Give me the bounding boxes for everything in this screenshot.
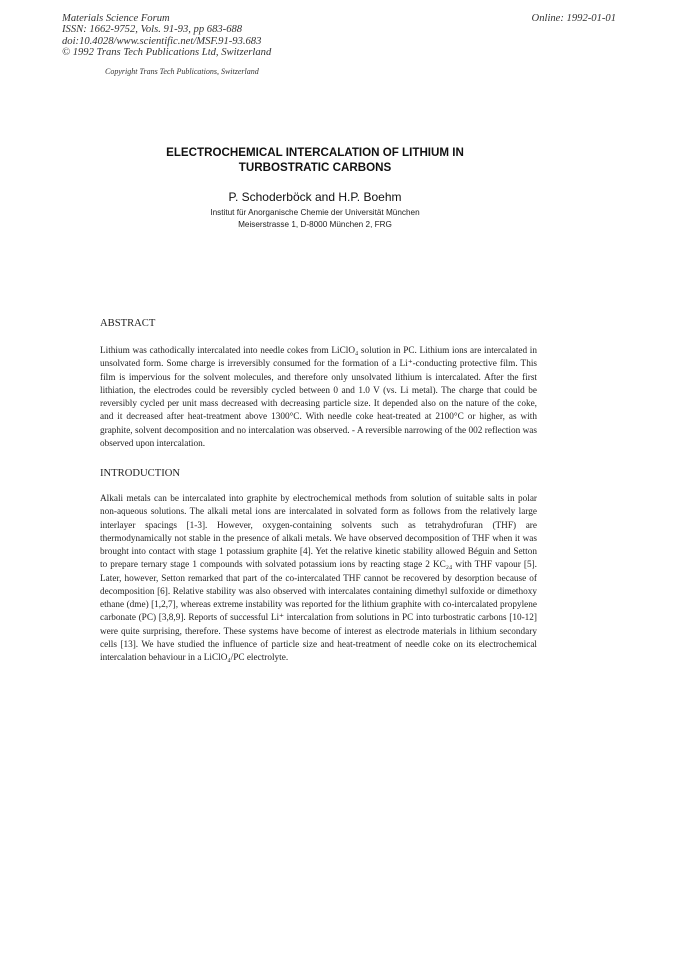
- affiliation-line-1: Institut für Anorganische Chemie der Universität München: [210, 208, 420, 217]
- affiliation-line-2: Meiserstrasse 1, D-8000 München 2, FRG: [238, 219, 392, 229]
- journal-header: [62, 13, 271, 59]
- abstract-heading: ABSTRACT: [100, 318, 156, 329]
- title-line-1: ELECTROCHEMICAL INTERCALATION OF LITHIUM IN: [166, 146, 464, 159]
- journal-name: Materials Science Forum: [62, 13, 170, 24]
- issn-line: ISSN: 1662-9752, Vols. 91-93, pp 683-688: [62, 24, 243, 36]
- article-title: [100, 146, 530, 175]
- title-line-2: TURBOSTRATIC CARBONS: [238, 160, 392, 174]
- abstract-text: Lithium was cathodically intercalated into needle cokes from LiClO₄ solution in PC. Lithium ions are intercalated in unsolvated form. Some charge is irreversibly consumed for the formation of a Li⁺-conducting protective film. This film is impervious for the solvent molecules, and therefore only unsolvated lithium is intercalated. After the first lithiation, the electrodes could be reversibly cycled between 0 and 1.0 V (vs. Li metal). The charge that could be reversibly cycled per unit mass decreased with decreasing particle size. It depended also on the nature of the coke, and it decreased after heat-treatment above 1300°C. With needle coke heat-treated at 2100°C or higher, as with graphite, solvent decomposition and no intercalation was observed. - A reversible narrowing of the 002 reflection was observed upon intercalation.: [100, 346, 537, 449]
- copyright-notice: Copyright Trans Tech Publications, Switzerland: [105, 67, 259, 76]
- online-date: Online: 1992-01-01: [531, 13, 616, 24]
- introduction-text: Alkali metals can be intercalated into graphite by electrochemical methods from solution of suitable salts in polar non-aqueous solutions. The alkali metal ions are intercalated in solvated form as follows from the relatively large interlayer spacings [1-3]. However, oxygen-containing solvents such as tetrahydrofuran (THF) are thermodynamically not stable in the presence of alkali metals. We have observed decomposition of THF when it was brought into contact with stage 1 potassium graphite [4]. Yet the relative kinetic stability allowed Béguin and Setton to prepare ternary stage 1 compounds with solvated potassium ions by reacting stage 2 KC₂₄ with THF vapour [5]. Later, however, Setton remarked that part of the co-intercalated THF cannot be recovered by desorption because of decomposition [6]. Relative stability was also observed with intercalates containing dimethyl sulfoxide or dimethoxy ethane (dme) [1,2,7], whereas extreme instability was reported for the lithium graphite with co-intercalated propylene carbonate (PC) [3,8,9]. Reports of successful Li⁺ intercalation from solutions in PC into turbostratic carbons [10-12] were quite surprising, therefore. These systems have become of interest as electrode materials in lithium secondary cells [13]. We have studied the influence of particle size and heat-treatment of needle coke on its electrochemical intercalation behaviour in a LiClO₄/PC electrolyte.: [100, 494, 537, 663]
- copyright-line: © 1992 Trans Tech Publications Ltd, Switzerland: [62, 47, 272, 59]
- affiliation: [100, 207, 530, 231]
- introduction-heading: INTRODUCTION: [100, 468, 181, 479]
- doi-line: doi:10.4028/www.scientific.net/MSF.91-93.683: [62, 35, 262, 47]
- authors: P. Schoderböck and H.P. Boehm: [228, 190, 402, 204]
